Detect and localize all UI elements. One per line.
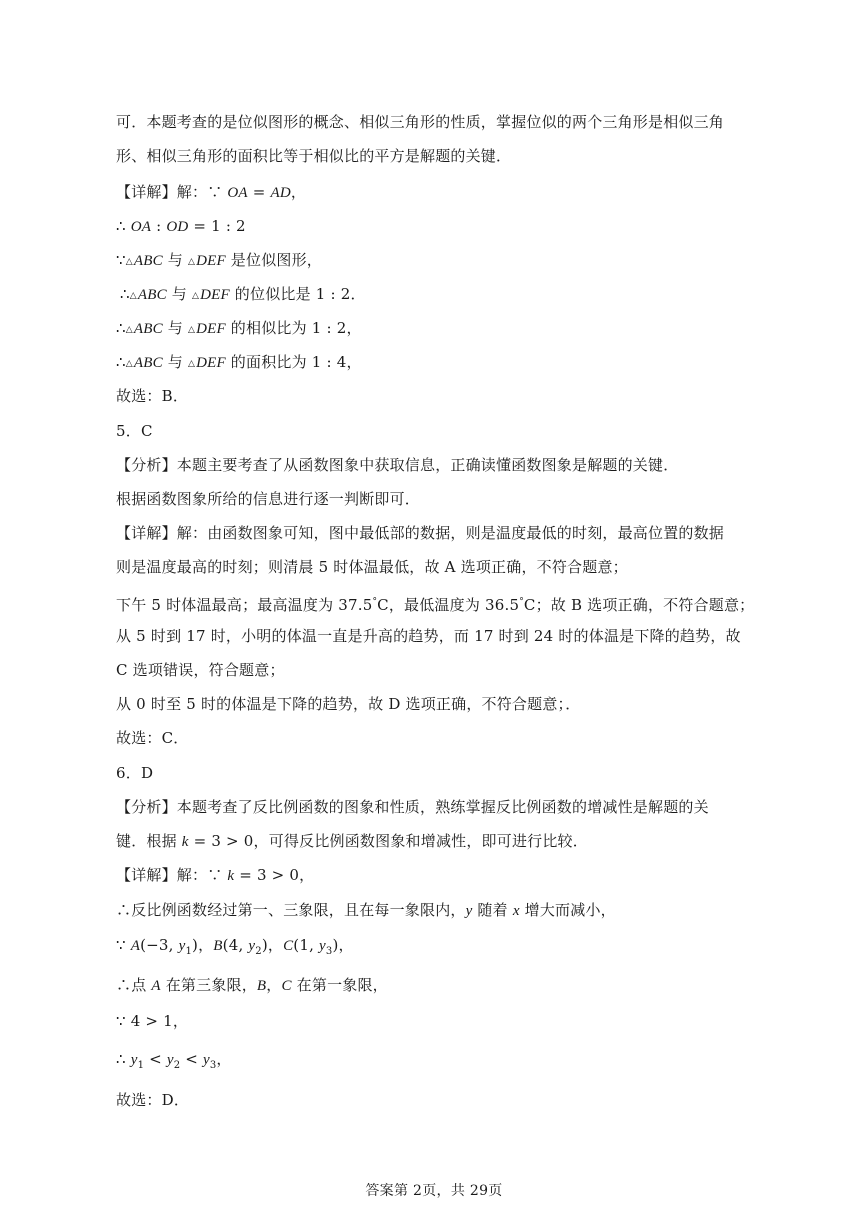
text-line: 下午 5 时体温最高；最高温度为 37.5°C，最低温度为 36.5°C；故 B 选项正确，不符合题意；	[116, 596, 755, 614]
text-line: 键．根据 k = 3 > 0，可得反比例函数图象和增减性，即可进行比较．	[116, 832, 588, 850]
solution-heading: 【详解】解：∵ OA = AD，	[116, 183, 307, 201]
text-line: 从 0 时至 5 时的体温是下降的趋势，故 D 选项正确，不符合题意；．	[116, 695, 581, 713]
math-line: ∴△ABC 与 △DEF 的面积比为 1 : 4，	[116, 353, 362, 371]
math-line: ∵ A(−3, $y_1$)，B(4, $y_2$)，C(1, $y_3$)，	[116, 936, 354, 957]
answer-line: 故选：C．	[116, 729, 189, 747]
solution-heading: 【详解】解：∵ k = 3 > 0，	[116, 866, 315, 884]
math-line: ∵ 4 > 1，	[116, 1012, 189, 1030]
text-line: C 选项错误，符合题意；	[116, 661, 285, 679]
analysis-heading: 【分析】本题主要考查了从函数图象中获取信息，正确读懂函数图象是解题的关键．	[116, 456, 679, 474]
math-line: ∴ OA : OD = 1 : 2	[116, 217, 246, 235]
answer-line: 故选：D．	[116, 1091, 190, 1109]
text-line: ∴点 A 在第三象限，B，C 在第一象限，	[116, 976, 388, 994]
text-line: ∴反比例函数经过第一、三象限，且在每一象限内，y 随着 x 增大而减小，	[116, 901, 616, 919]
solution-heading: 【详解】解：由函数图象可知，图中最低部的数据，则是温度最低的时刻，最高位置的数据	[116, 524, 725, 542]
page-footer: 答案第 2页，共 29页	[365, 1183, 503, 1199]
answer-line: 故选：B．	[116, 387, 189, 405]
question-number: 5．C	[116, 422, 153, 440]
math-line: ∴ $y_1 < y_2 < y_3$，	[116, 1050, 232, 1071]
math-line: ∴△ABC 与 △DEF 的相似比为 1 : 2，	[116, 319, 362, 337]
text-line: 形、相似三角形的面积比等于相似比的平方是解题的关键．	[116, 147, 512, 165]
text-line: 根据函数图象所给的信息进行逐一判断即可．	[116, 490, 421, 508]
text-line: 从 5 时到 17 时，小明的体温一直是升高的趋势，而 17 时到 24 时的体温是下降的趋势，故	[116, 627, 741, 645]
math-line: ∵△ABC 与 △DEF 是位似图形，	[116, 251, 323, 269]
analysis-heading: 【分析】本题考查了反比例函数的图象和性质，熟练掌握反比例函数的增减性是解题的关	[116, 798, 709, 816]
question-number: 6．D	[116, 764, 154, 782]
text-line: 可．本题考查的是位似图形的概念、相似三角形的性质，掌握位似的两个三角形是相似三角	[116, 113, 725, 131]
math-line: ∴△ABC 与 △DEF 的位似比是 1 : 2．	[120, 285, 366, 303]
text-line: 则是温度最高的时刻；则清晨 5 时体温最低，故 A 选项正确，不符合题意；	[116, 558, 628, 576]
